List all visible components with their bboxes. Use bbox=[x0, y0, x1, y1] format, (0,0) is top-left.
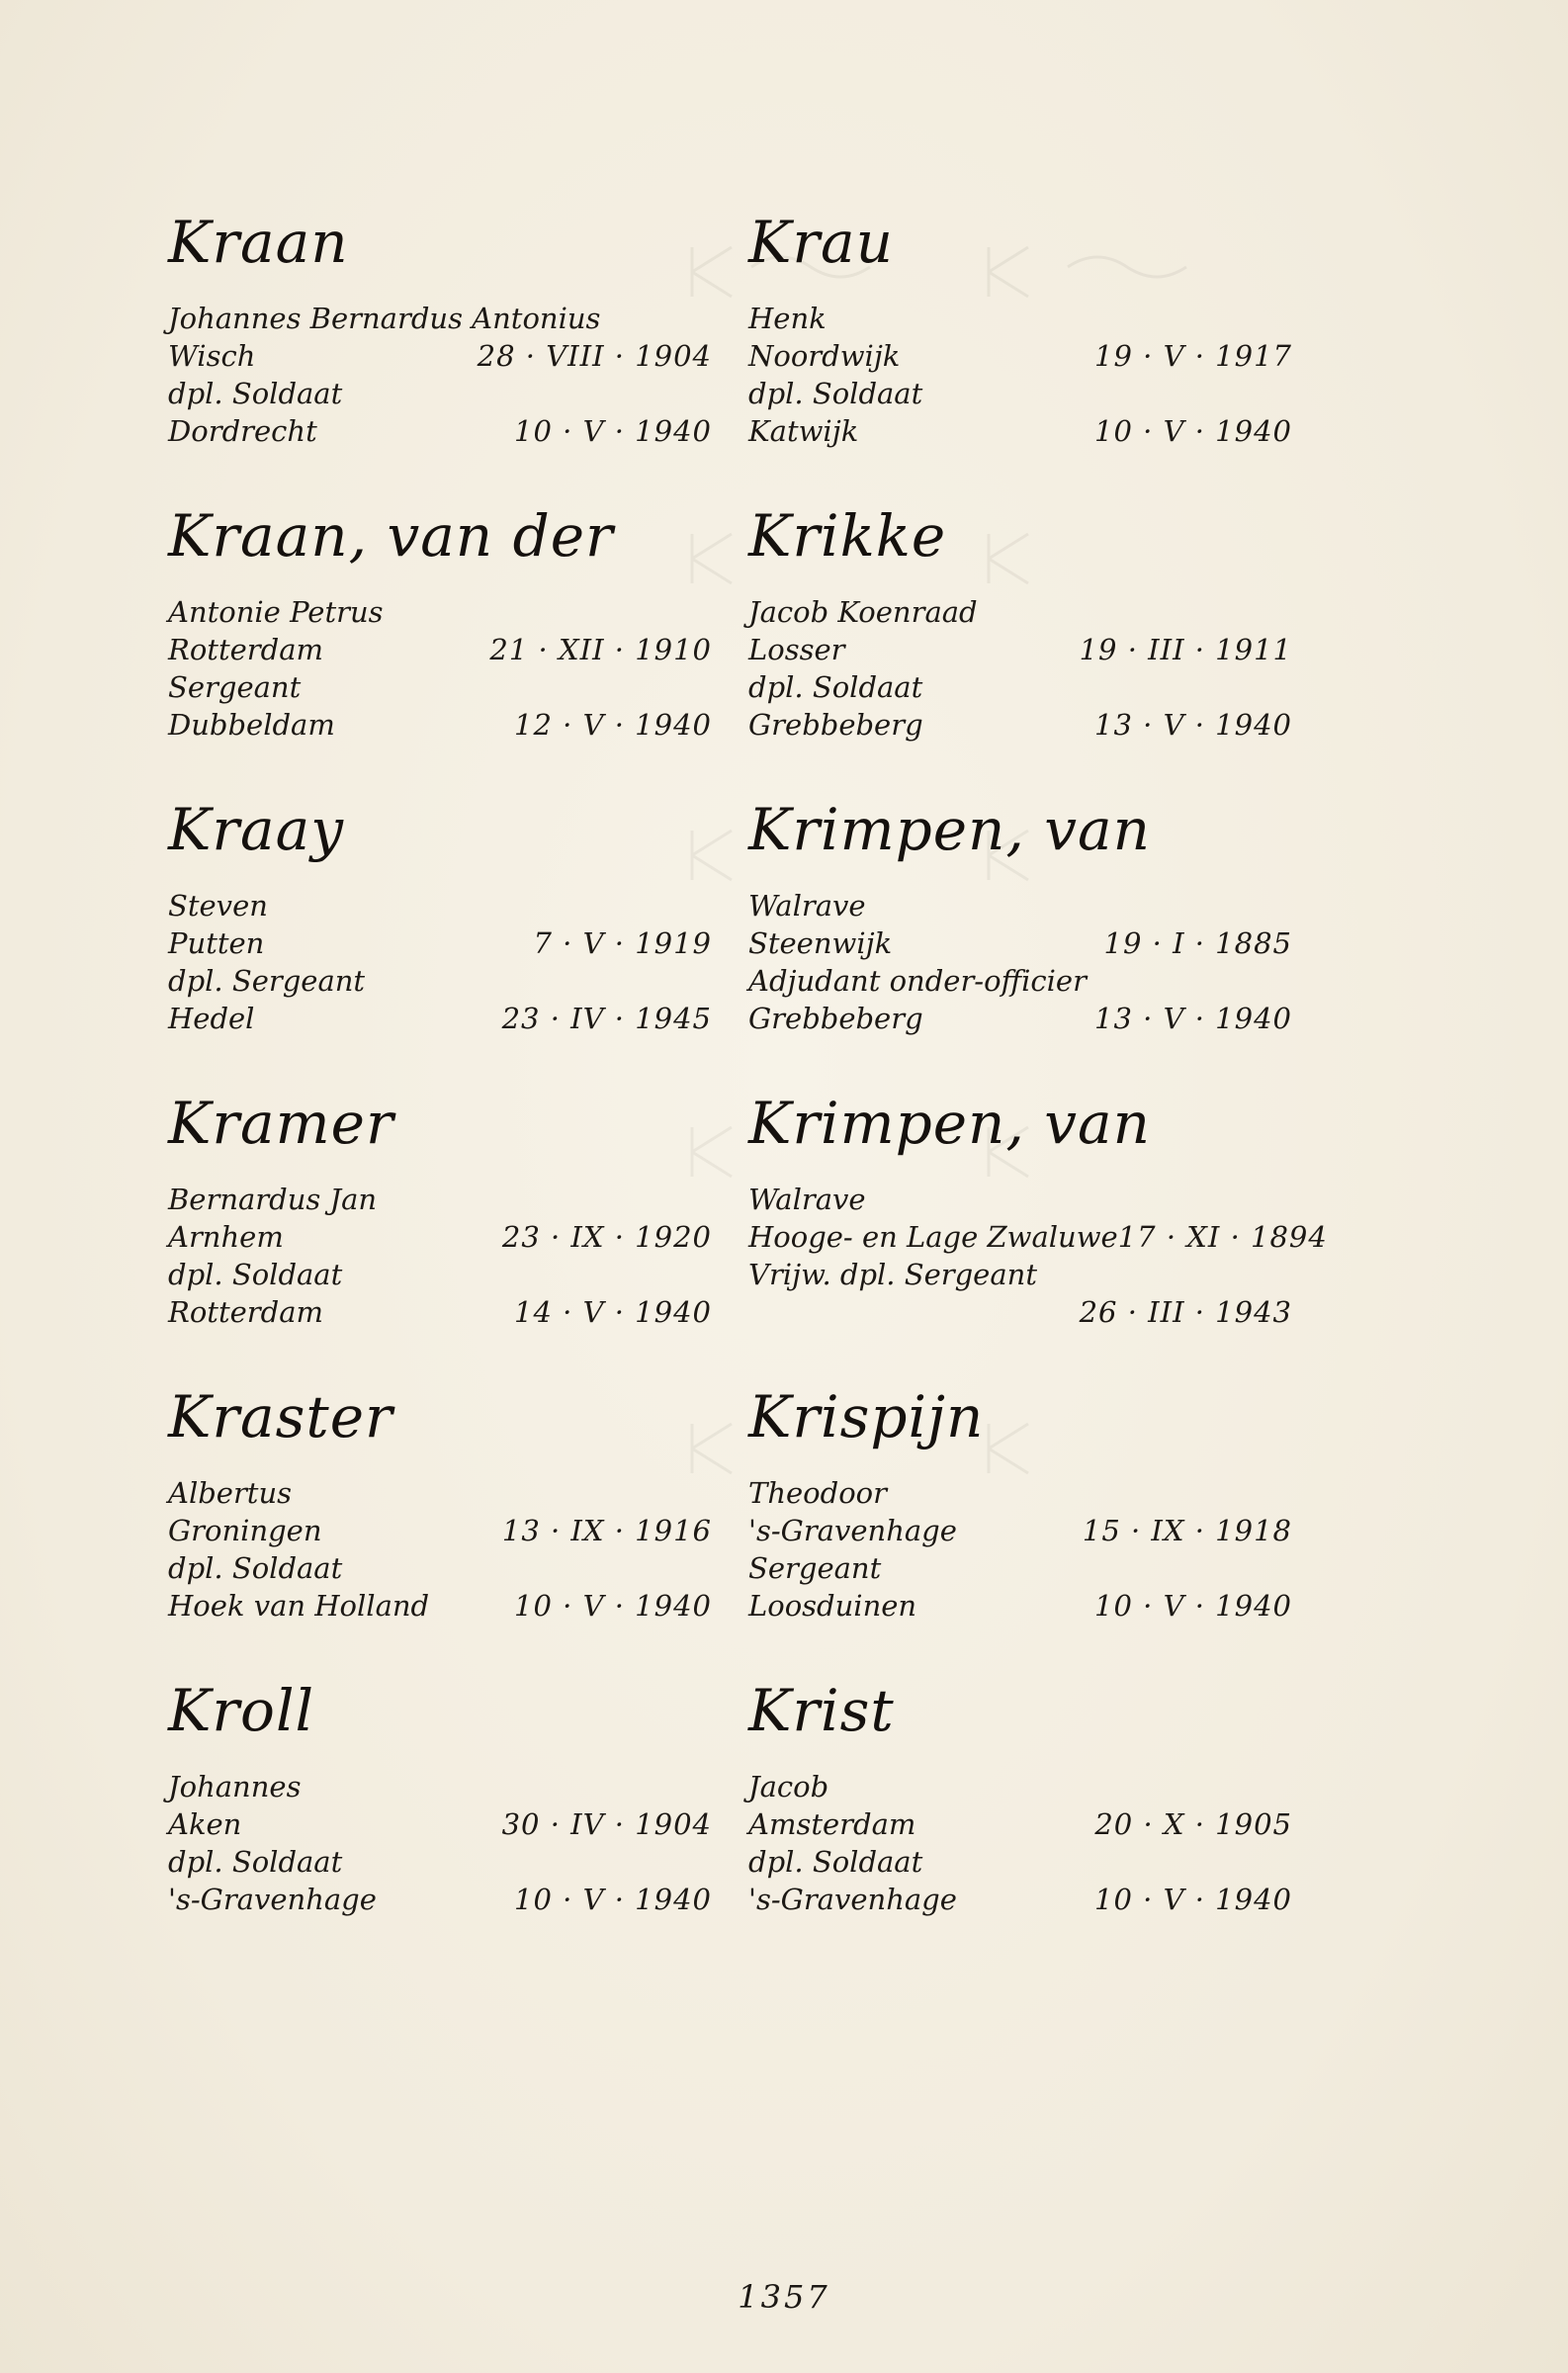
birth-line bbox=[748, 337, 1302, 375]
surname-heading: Krau bbox=[748, 209, 894, 276]
given-names: Jacob bbox=[748, 1770, 829, 1803]
death-line bbox=[748, 1000, 1302, 1037]
given-names-line bbox=[748, 887, 1302, 924]
birth-date: 7 · V · 1919 bbox=[533, 926, 712, 960]
birth-date: 20 · X · 1905 bbox=[1094, 1807, 1292, 1841]
surname-heading: Krist bbox=[748, 1677, 895, 1744]
entry bbox=[168, 1377, 722, 1671]
rank-line bbox=[168, 1843, 722, 1881]
entry bbox=[748, 1377, 1302, 1671]
entry bbox=[168, 790, 722, 1084]
birth-place: Arnhem bbox=[168, 1220, 284, 1254]
given-names-line bbox=[748, 1768, 1302, 1805]
rank-line bbox=[748, 1256, 1302, 1293]
rank-line bbox=[748, 668, 1302, 706]
rank: dpl. Soldaat bbox=[748, 377, 923, 410]
rank: Adjudant onder-officier bbox=[748, 964, 1087, 998]
rank-line bbox=[168, 962, 722, 1000]
rank: dpl. Soldaat bbox=[168, 1258, 343, 1291]
given-names-line bbox=[168, 887, 722, 924]
given-names: Johannes bbox=[168, 1770, 302, 1803]
birth-line bbox=[748, 1512, 1302, 1549]
birth-date: 19 · III · 1911 bbox=[1079, 633, 1292, 666]
surname-heading: Kramer bbox=[168, 1090, 394, 1157]
entry bbox=[748, 1671, 1302, 1965]
death-date: 13 · V · 1940 bbox=[1094, 708, 1292, 742]
given-names-line bbox=[168, 1181, 722, 1218]
surname-heading: Krimpen, van bbox=[748, 1090, 1151, 1157]
surname-heading: Kraay bbox=[168, 796, 344, 863]
death-place: Hoek van Holland bbox=[168, 1589, 430, 1623]
rank: dpl. Soldaat bbox=[748, 670, 923, 704]
death-line bbox=[168, 1587, 722, 1625]
death-place: 's-Gravenhage bbox=[748, 1883, 957, 1916]
rank: dpl. Soldaat bbox=[168, 377, 343, 410]
birth-date: 15 · IX · 1918 bbox=[1082, 1514, 1292, 1547]
entry bbox=[168, 203, 722, 496]
death-line bbox=[168, 412, 722, 450]
death-line bbox=[168, 1881, 722, 1918]
death-date: 10 · V · 1940 bbox=[514, 1589, 712, 1623]
death-line bbox=[748, 1587, 1302, 1625]
birth-date: 13 · IX · 1916 bbox=[501, 1514, 712, 1547]
birth-date: 19 · V · 1917 bbox=[1094, 339, 1292, 373]
death-date: 23 · IV · 1945 bbox=[501, 1002, 712, 1035]
rank: Sergeant bbox=[168, 670, 302, 704]
birth-line bbox=[748, 631, 1302, 668]
death-place: Dordrecht bbox=[168, 414, 317, 448]
death-place: Rotterdam bbox=[168, 1295, 323, 1329]
page-number: 1357 bbox=[738, 2278, 830, 2316]
birth-place: Amsterdam bbox=[748, 1807, 916, 1841]
given-names: Johannes Bernardus Antonius bbox=[168, 302, 601, 335]
birth-line bbox=[748, 924, 1302, 962]
given-names: Henk bbox=[748, 302, 827, 335]
birth-line bbox=[168, 631, 722, 668]
death-date: 12 · V · 1940 bbox=[514, 708, 712, 742]
rank-line bbox=[748, 375, 1302, 412]
birth-date: 30 · IV · 1904 bbox=[501, 1807, 712, 1841]
birth-line bbox=[168, 1218, 722, 1256]
birth-place: Wisch bbox=[168, 339, 256, 373]
death-place: Dubbeldam bbox=[168, 708, 335, 742]
birth-place: Noordwijk bbox=[748, 339, 901, 373]
death-date: 10 · V · 1940 bbox=[1094, 1883, 1292, 1916]
given-names: Antonie Petrus bbox=[168, 595, 384, 629]
death-place: Loosduinen bbox=[748, 1589, 917, 1623]
death-line bbox=[168, 1293, 722, 1331]
birth-line bbox=[168, 337, 722, 375]
death-line bbox=[168, 1000, 722, 1037]
death-date: 10 · V · 1940 bbox=[514, 1883, 712, 1916]
birth-place: Aken bbox=[168, 1807, 242, 1841]
birth-place: 's-Gravenhage bbox=[748, 1514, 957, 1547]
death-line bbox=[748, 1293, 1302, 1331]
given-names: Jacob Koenraad bbox=[748, 595, 978, 629]
left-column bbox=[168, 203, 722, 1965]
death-place: Grebbeberg bbox=[748, 1002, 923, 1035]
given-names-line bbox=[168, 300, 722, 337]
surname-heading: Krispijn bbox=[748, 1383, 985, 1450]
death-place: Katwijk bbox=[748, 414, 859, 448]
rank-line bbox=[168, 668, 722, 706]
given-names-line bbox=[168, 1768, 722, 1805]
rank: dpl. Soldaat bbox=[168, 1551, 343, 1585]
rank-line bbox=[748, 1843, 1302, 1881]
birth-date: 23 · IX · 1920 bbox=[501, 1220, 712, 1254]
death-date: 14 · V · 1940 bbox=[514, 1295, 712, 1329]
given-names-line bbox=[748, 593, 1302, 631]
rank: dpl. Soldaat bbox=[748, 1845, 923, 1879]
given-names: Theodoor bbox=[748, 1476, 887, 1510]
surname-heading: Kraan, van der bbox=[168, 502, 614, 570]
given-names: Bernardus Jan bbox=[168, 1183, 378, 1216]
birth-place: Rotterdam bbox=[168, 633, 323, 666]
given-names-line bbox=[168, 1474, 722, 1512]
entry bbox=[168, 496, 722, 790]
death-date: 10 · V · 1940 bbox=[1094, 414, 1292, 448]
birth-date: 17 · XI · 1894 bbox=[1117, 1220, 1328, 1254]
given-names: Albertus bbox=[168, 1476, 293, 1510]
given-names-line bbox=[748, 1474, 1302, 1512]
death-place: Hedel bbox=[168, 1002, 255, 1035]
entry bbox=[168, 1671, 722, 1965]
death-date: 13 · V · 1940 bbox=[1094, 1002, 1292, 1035]
death-date: 10 · V · 1940 bbox=[1094, 1589, 1292, 1623]
given-names-line bbox=[748, 300, 1302, 337]
birth-date: 28 · VIII · 1904 bbox=[477, 339, 712, 373]
rank-line bbox=[168, 1256, 722, 1293]
entry bbox=[748, 1084, 1328, 1377]
birth-line bbox=[748, 1218, 1328, 1256]
given-names: Walrave bbox=[748, 889, 866, 923]
surname-heading: Kraan bbox=[168, 209, 349, 276]
rank: Sergeant bbox=[748, 1551, 882, 1585]
surname-heading: Kraster bbox=[168, 1383, 393, 1450]
death-date: 10 · V · 1940 bbox=[514, 414, 712, 448]
given-names-line bbox=[748, 1181, 1302, 1218]
birth-line bbox=[748, 1805, 1302, 1843]
surname-heading: Krimpen, van bbox=[748, 796, 1151, 863]
given-names-line bbox=[168, 593, 722, 631]
right-column bbox=[748, 203, 1328, 1965]
death-line bbox=[748, 412, 1302, 450]
rank: Vrijw. dpl. Sergeant bbox=[748, 1258, 1037, 1291]
rank-line bbox=[748, 962, 1302, 1000]
rank-line bbox=[748, 1549, 1302, 1587]
birth-place: Groningen bbox=[168, 1514, 322, 1547]
death-place: Grebbeberg bbox=[748, 708, 923, 742]
given-names: Walrave bbox=[748, 1183, 866, 1216]
entry bbox=[748, 203, 1302, 496]
birth-date: 19 · I · 1885 bbox=[1103, 926, 1292, 960]
death-place: 's-Gravenhage bbox=[168, 1883, 377, 1916]
death-date: 26 · III · 1943 bbox=[1079, 1295, 1292, 1329]
birth-place: Putten bbox=[168, 926, 265, 960]
entry bbox=[748, 790, 1302, 1084]
birth-place: Losser bbox=[748, 633, 845, 666]
entry bbox=[748, 496, 1302, 790]
death-line bbox=[748, 706, 1302, 744]
entry bbox=[168, 1084, 722, 1377]
rank: dpl. Sergeant bbox=[168, 964, 366, 998]
surname-heading: Krikke bbox=[748, 502, 947, 570]
surname-heading: Kroll bbox=[168, 1677, 315, 1744]
rank: dpl. Soldaat bbox=[168, 1845, 343, 1879]
birth-line bbox=[168, 1805, 722, 1843]
birth-line bbox=[168, 1512, 722, 1549]
death-line bbox=[168, 706, 722, 744]
death-line bbox=[748, 1881, 1302, 1918]
rank-line bbox=[168, 375, 722, 412]
birth-place: Hooge- en Lage Zwaluwe bbox=[748, 1220, 1118, 1254]
birth-date: 21 · XII · 1910 bbox=[489, 633, 712, 666]
birth-place: Steenwijk bbox=[748, 926, 893, 960]
rank-line bbox=[168, 1549, 722, 1587]
given-names: Steven bbox=[168, 889, 268, 923]
birth-line bbox=[168, 924, 722, 962]
